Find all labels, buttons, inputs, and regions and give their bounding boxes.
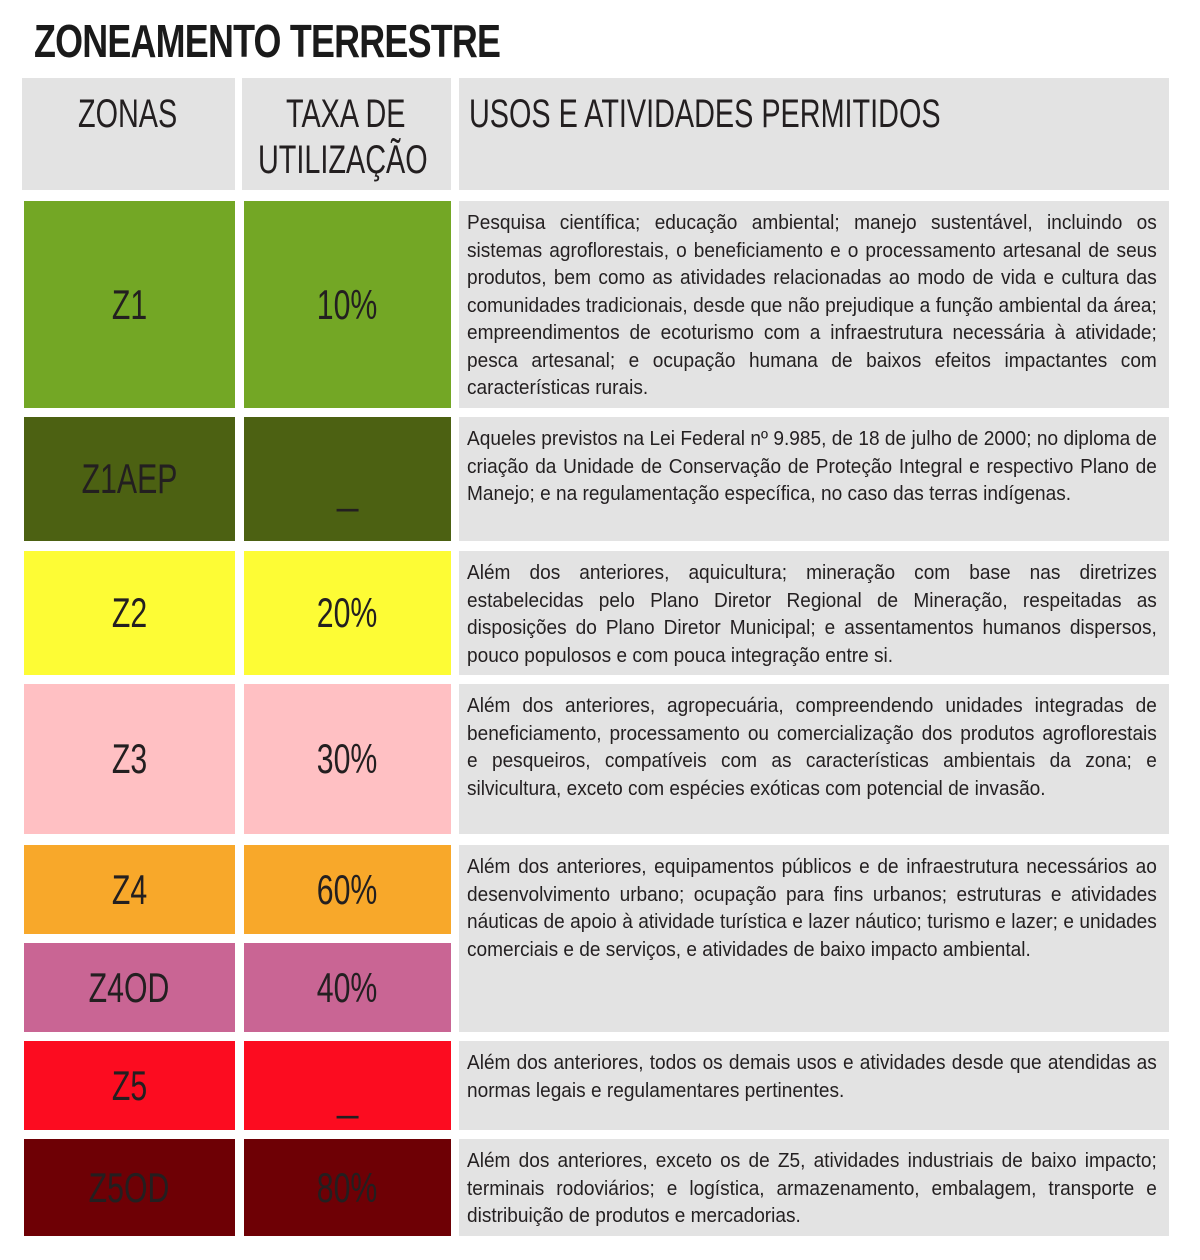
- zone-label: Z2: [111, 589, 148, 636]
- uses-cell-z5: [459, 1041, 1169, 1130]
- rate-value: 60%: [317, 865, 378, 913]
- zone-label: Z1AEP: [81, 455, 178, 502]
- rate-value: _: [336, 465, 359, 512]
- uses-cell-z2: [459, 551, 1169, 675]
- header-rate-line1: TAXA DE: [286, 92, 406, 136]
- rate-cell-z4: [244, 845, 451, 934]
- page-title: ZONEAMENTO TERRESTRE: [34, 15, 501, 67]
- zone-label: Z3: [111, 735, 148, 782]
- rate-value: _: [336, 1071, 359, 1119]
- zone-cell-z3: [24, 684, 235, 834]
- zone-cell-z5od: [24, 1139, 235, 1236]
- uses-text: Além dos anteriores, agropecuária, compreendendo unidades integradas de beneficiamento, processamento ou comercialização dos produtos agroflorestais e pesqueiros, compatíveis com as características ambientais da zona; e silvicultura, exceto com espécies exóticas com potencial de invasão.: [467, 694, 1157, 800]
- zone-label: Z5: [111, 1061, 148, 1109]
- rate-value: 20%: [317, 589, 378, 636]
- header-uses-label: USOS E ATIVIDADES PERMITIDOS: [469, 92, 941, 136]
- uses-text: Pesquisa científica; educação ambiental; manejo sustentável, incluindo os sistemas agroflorestais, o beneficiamento e o processamento artesanal de seus produtos, bem como as atividades relacionadas ao modo de vida e cultura das comunidades tradicionais, desde que não prejudique a função ambiental da área; empreendimentos de ecoturismo com a infraestrutura necessária à atividade; pesca artesanal; e ocupação humana de baixos efeitos impactantes com características rurais.: [467, 211, 1157, 399]
- header-zones: [22, 78, 235, 190]
- rate-value: 10%: [317, 280, 378, 328]
- uses-text: Além dos anteriores, equipamentos públicos e de infraestrutura necessários ao desenvolvimento urbano; ocupação para fins urbanos; estruturas e atividades náuticas de apoio à atividade turística e lazer náutico; turismo e lazer; e unidades comerciais e de serviços, e atividades de baixo impacto ambiental.: [467, 855, 1157, 961]
- zone-cell-z4: [24, 845, 235, 934]
- rate-cell-z1: [244, 201, 451, 408]
- rate-cell-z4od: [244, 943, 451, 1032]
- rate-value: 30%: [317, 735, 378, 782]
- uses-cell-z1: [459, 201, 1169, 408]
- uses-text: Além dos anteriores, aquicultura; mineração com base nas diretrizes estabelecidas pelo Plano Diretor Regional de Mineração, respeitadas as disposições do Plano Diretor Municipal; e assentamentos humanos dispersos, pouco populosos e com pouca integração entre si.: [467, 561, 1157, 667]
- rate-cell-z5od: [244, 1139, 451, 1236]
- uses-cell-z4-z4od: [459, 845, 1169, 1032]
- uses-cell-z1aep: [459, 417, 1169, 541]
- zone-label: Z5OD: [89, 1163, 170, 1211]
- zone-cell-z2: [24, 551, 235, 675]
- zone-label: Z4OD: [89, 963, 170, 1011]
- zone-cell-z1aep: [24, 417, 235, 541]
- rate-cell-z5: [244, 1041, 451, 1130]
- zone-label: Z1: [111, 280, 148, 328]
- zone-cell-z1: [24, 201, 235, 408]
- zone-cell-z5: [24, 1041, 235, 1130]
- rate-cell-z2: [244, 551, 451, 675]
- header-rate-line2: UTILIZAÇÃO: [258, 138, 428, 182]
- header-rate: [242, 78, 451, 190]
- rate-value: 80%: [317, 1163, 378, 1211]
- header-zones-label: ZONAS: [78, 92, 178, 136]
- uses-text: Além dos anteriores, exceto os de Z5, atividades industriais de baixo impacto; terminais rodoviários; e logística, armazenamento, embalagem, transporte e distribuição de produtos e mercadorias.: [467, 1149, 1157, 1227]
- rate-cell-z1aep: [244, 417, 451, 541]
- uses-text: Além dos anteriores, todos os demais usos e atividades desde que atendidas as normas legais e regulamentares pertinentes.: [467, 1051, 1157, 1102]
- uses-cell-z3: [459, 684, 1169, 834]
- zone-cell-z4od: [24, 943, 235, 1032]
- zone-label: Z4: [111, 865, 148, 913]
- rate-cell-z3: [244, 684, 451, 834]
- uses-cell-z5od: [459, 1139, 1169, 1236]
- header-uses: [459, 78, 1169, 190]
- rate-value: 40%: [317, 963, 378, 1011]
- uses-text: Aqueles previstos na Lei Federal nº 9.985, de 18 de julho de 2000; no diploma de criação da Unidade de Conservação de Proteção Integral e respectivo Plano de Manejo; e na regulamentação específica, no caso das terras indígenas.: [467, 427, 1157, 505]
